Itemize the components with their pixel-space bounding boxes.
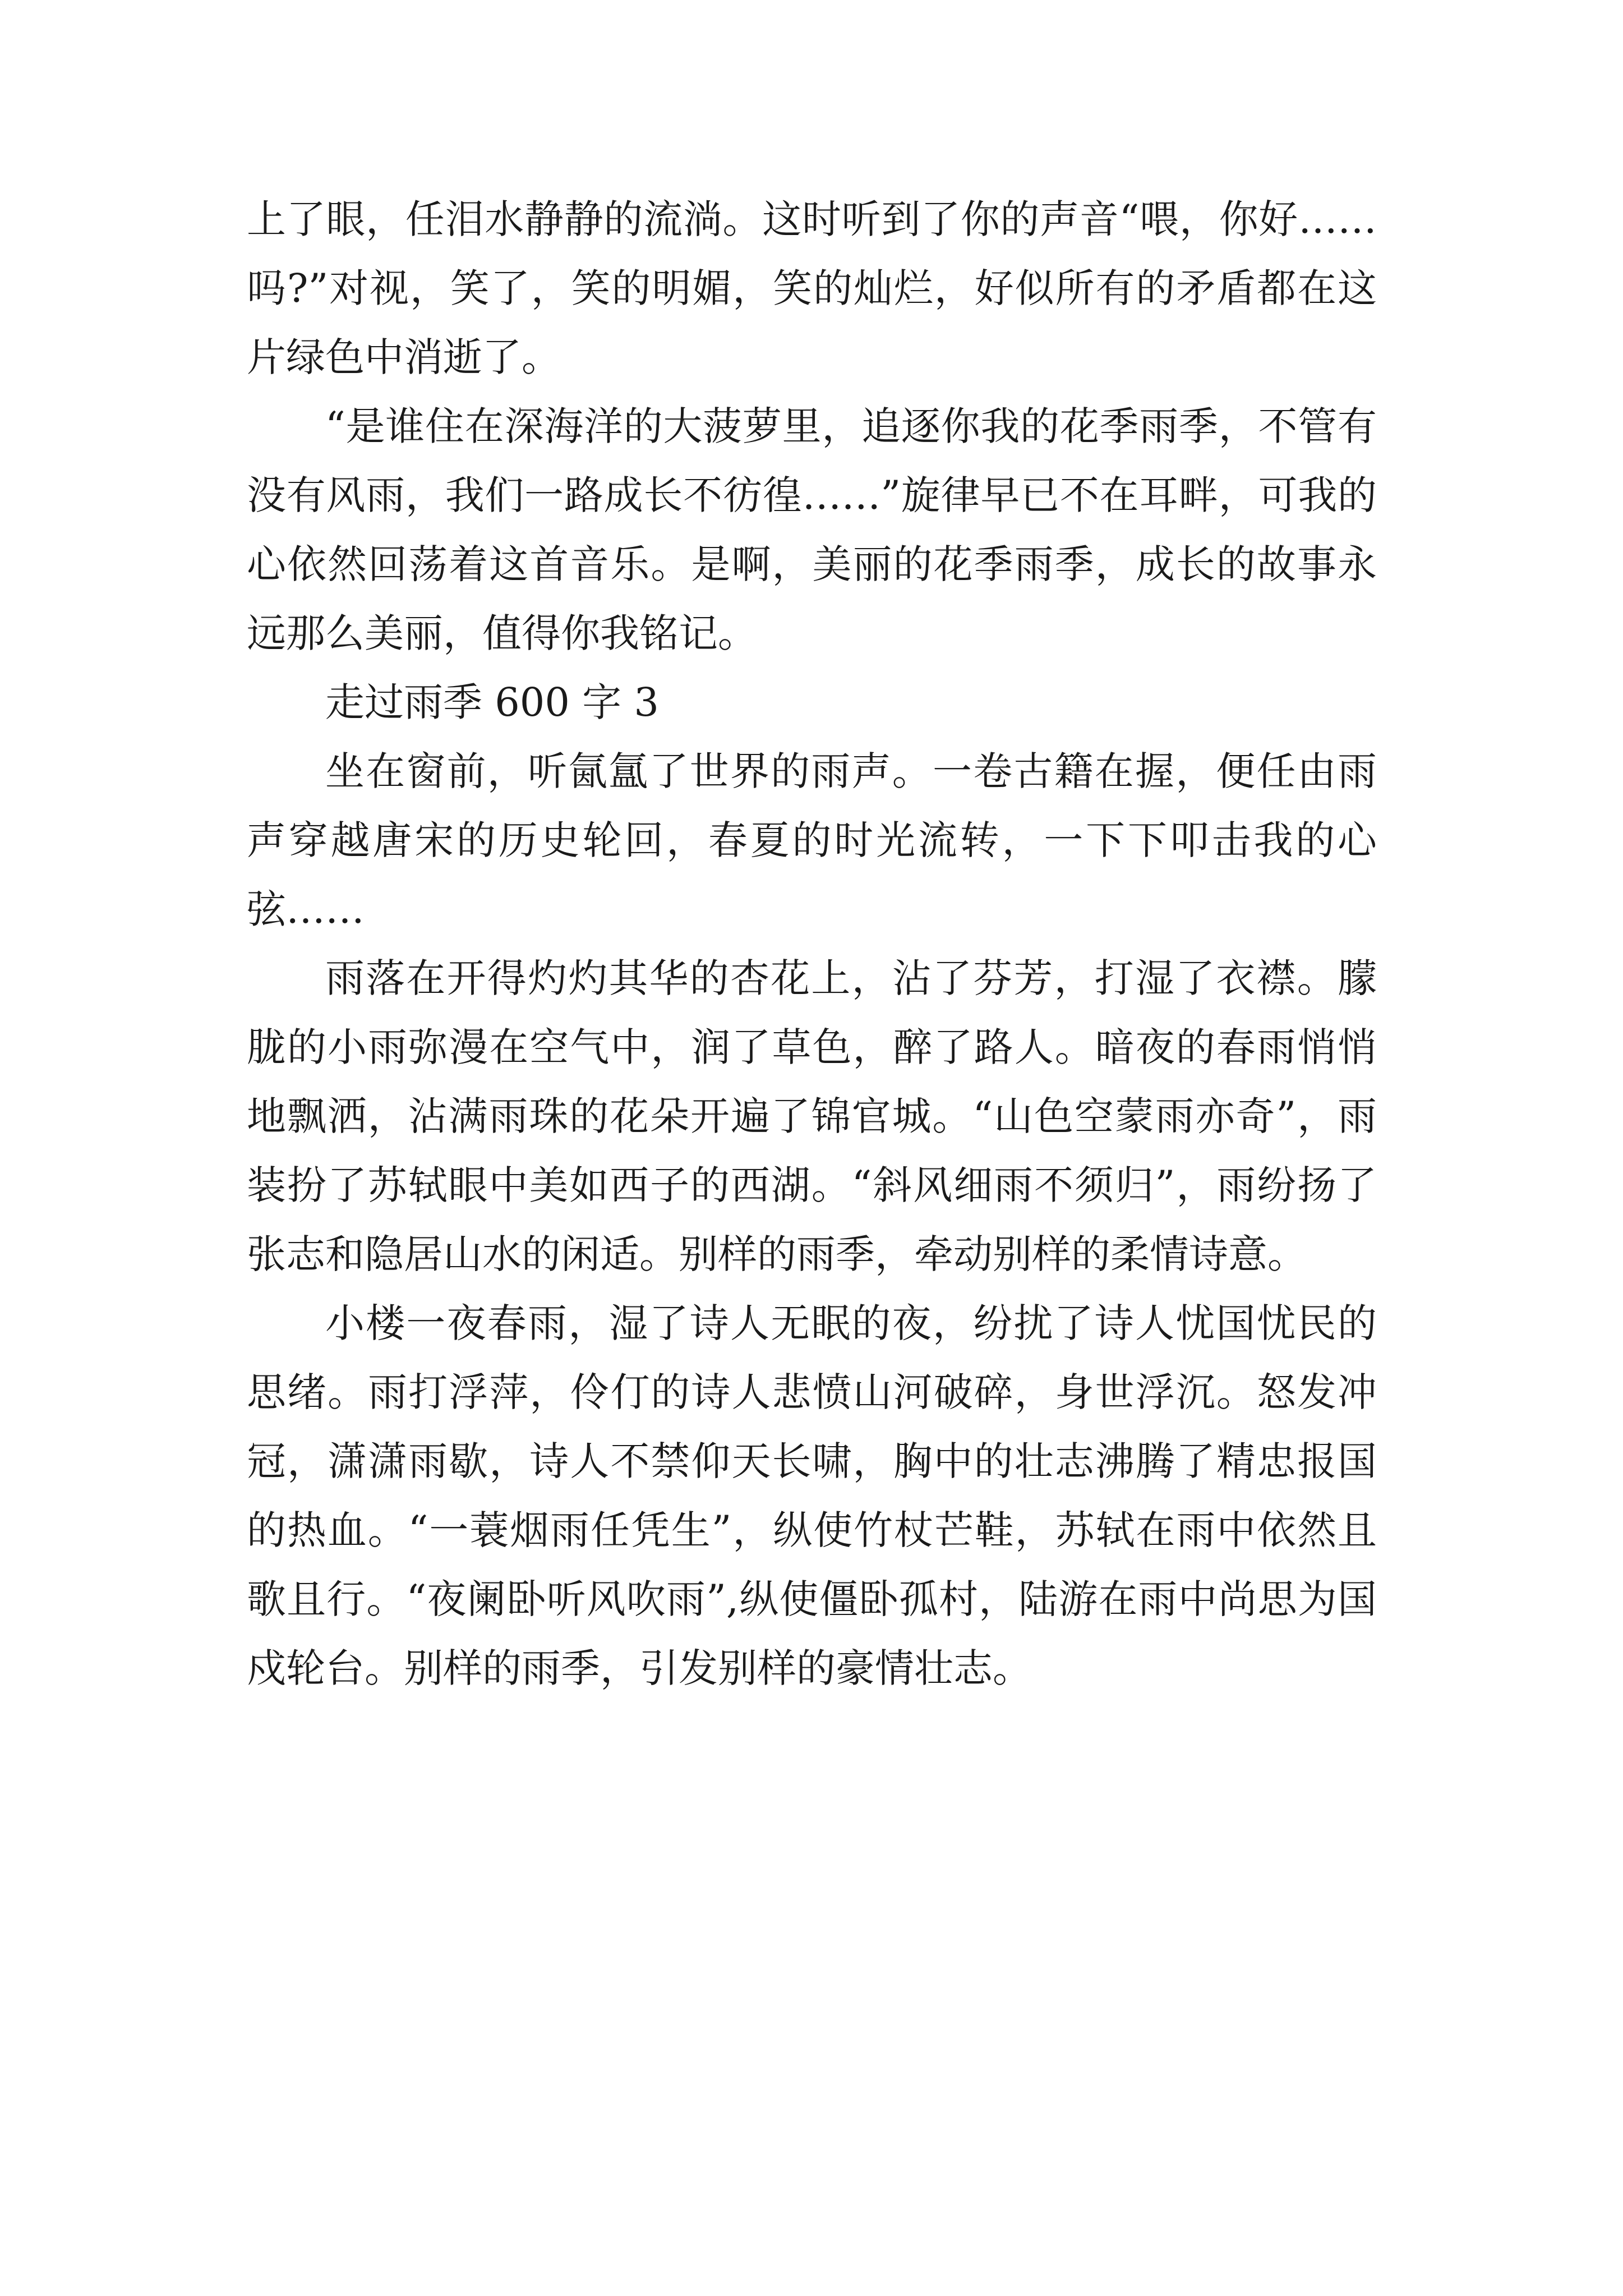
paragraph-continuation: 上了眼，任泪水静静的流淌。这时听到了你的声音“喂，你好……吗?”对视，笑了，笑的明媚，笑的灿烂，好似所有的矛盾都在这片绿色中消逝了。 bbox=[247, 196, 1377, 380]
paragraph-window: 坐在窗前，听氤氲了世界的雨声。一卷古籍在握，便任由雨声穿越唐宋的历史轮回，春夏的时光流转，一下下叩击我的心弦…… bbox=[247, 748, 1377, 932]
section-heading: 走过雨季 600 字 3 bbox=[325, 679, 659, 725]
paragraph-rain-patriotism: 小楼一夜春雨，湿了诗人无眠的夜，纷扰了诗人忧国忧民的思绪。雨打浮萍，伶仃的诗人悲愤山河破碎，身世浮沉。怒发冲冠，潇潇雨歇，诗人不禁仰天长啸，胸中的壮志沸腾了精忠报国的热血。“一蓑烟雨任凭生”，纵使竹杖芒鞋，苏轼在雨中依然且歌且行。“夜阑卧听风吹雨”,纵使僵卧孤村，陆游在雨中尚思为国戍轮台。别样的雨季，引发别样的豪情壮志。 bbox=[247, 1300, 1377, 1691]
document-body bbox=[247, 185, 1377, 1703]
paragraph-song-lyrics: “是谁住在深海洋的大菠萝里，追逐你我的花季雨季，不管有没有风雨，我们一路成长不彷徨……”旋律早已不在耳畔，可我的心依然回荡着这首音乐。是啊，美丽的花季雨季，成长的故事永远那么美丽，值得你我铭记。 bbox=[247, 403, 1377, 656]
paragraph-rain-poetry: 雨落在开得灼灼其华的杏花上，沾了芬芳，打湿了衣襟。朦胧的小雨弥漫在空气中，润了草色，醉了路人。暗夜的春雨悄悄地飘洒，沾满雨珠的花朵开遍了锦官城。“山色空蒙雨亦奇”，雨装扮了苏轼眼中美如西子的西湖。“斜风细雨不须归”，雨纷扬了张志和隐居山水的闲适。别样的雨季，牵动别样的柔情诗意。 bbox=[247, 955, 1377, 1277]
